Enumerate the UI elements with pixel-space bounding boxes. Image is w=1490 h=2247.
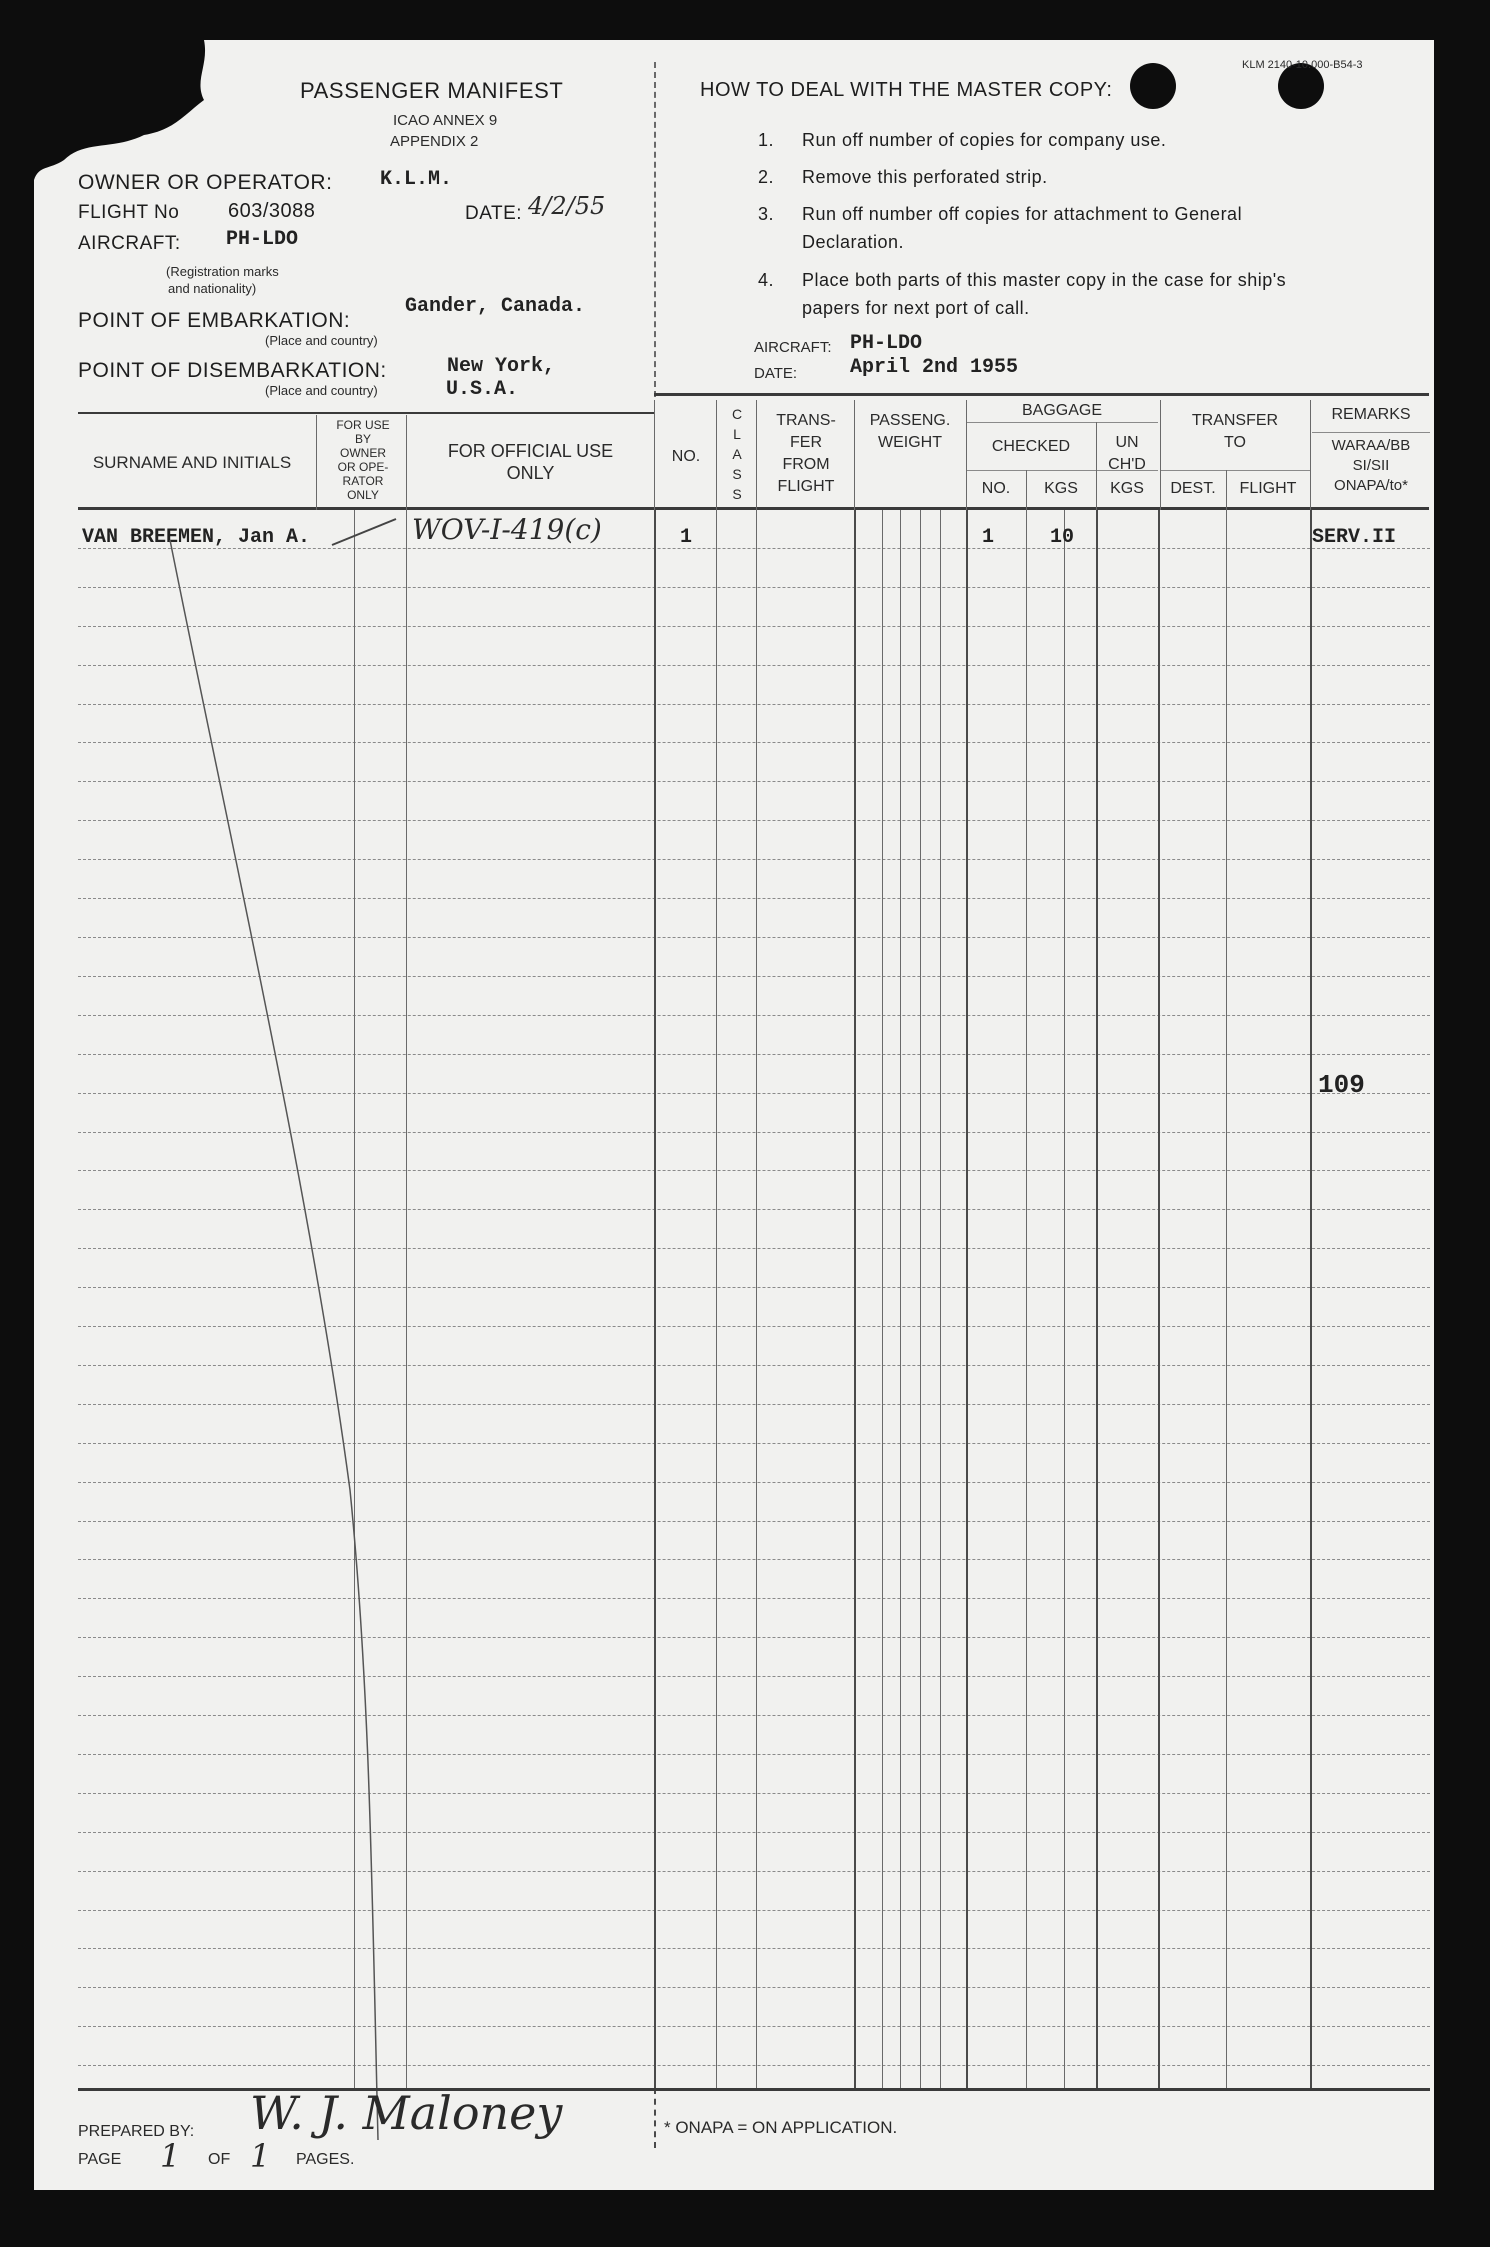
table-column-line <box>1158 510 1160 2088</box>
remarks-rule <box>1312 432 1430 433</box>
aircraft-label: AIRCRAFT: <box>78 233 181 254</box>
header-column-line <box>406 415 407 510</box>
row-bag-no: 1 <box>982 526 995 549</box>
of-value: 1 <box>250 2137 271 2175</box>
pen-stroke <box>150 540 400 2150</box>
baggage-rule <box>966 422 1158 423</box>
col-checked: CHECKED <box>991 438 1071 455</box>
of-label: OF <box>208 2151 231 2168</box>
form-code: KLM 2140-10.000-B54-3 <box>1242 59 1363 71</box>
instructions-title: HOW TO DEAL WITH THE MASTER COPY: <box>700 79 1113 101</box>
master-aircraft-value: PH-LDO <box>850 332 923 355</box>
table-column-line <box>1310 510 1312 2088</box>
page-label: PAGE <box>78 2151 122 2168</box>
torn-corner <box>34 40 234 180</box>
table-column-line <box>756 510 757 2088</box>
header-column-line <box>1226 470 1227 510</box>
form-annex: ICAO ANNEX 9 <box>393 112 498 129</box>
row-bag-kgs: 10 <box>1050 526 1075 549</box>
row-remarks: SERV.II <box>1312 526 1397 549</box>
instruction-num: 3. <box>758 204 775 224</box>
header-divider <box>654 62 656 397</box>
header-rule <box>654 393 1429 396</box>
table-column-line <box>966 510 968 2088</box>
column-header-bottom <box>654 507 1429 510</box>
header-column-line <box>316 415 317 510</box>
col-transfer-from: TRANS- FER FROM FLIGHT <box>776 412 836 495</box>
footer-divider <box>654 2088 656 2148</box>
stamp-number: 109 <box>1318 1070 1365 1100</box>
instruction-num: 2. <box>758 167 775 187</box>
date-value: 4/2/55 <box>528 192 606 220</box>
table-column-line <box>1096 510 1098 2088</box>
col-flight: FLIGHT <box>1239 480 1297 497</box>
instruction-text: Remove this perforated strip. <box>802 167 1048 187</box>
header-column-line <box>1160 400 1161 510</box>
date-label: DATE: <box>465 203 523 224</box>
disembark-value: New York, <box>447 355 556 378</box>
col-unchd: UN CH'D <box>1108 434 1146 473</box>
disembark-note: (Place and country) <box>265 383 378 398</box>
col-bag-no: NO. <box>981 480 1011 497</box>
table-column-line <box>1226 510 1227 2088</box>
col-official: FOR OFFICIAL USE ONLY <box>447 441 614 483</box>
embark-note: (Place and country) <box>265 333 378 348</box>
header-column-line <box>716 400 717 510</box>
disembark-country: U.S.A. <box>446 378 519 401</box>
embark-label: POINT OF EMBARKATION: <box>78 309 351 332</box>
footnote: * ONAPA = ON APPLICATION. <box>664 2118 898 2137</box>
owner-label: OWNER OR OPERATOR: <box>78 171 333 194</box>
row-passenger-name: VAN BREEMEN, Jan A. <box>82 526 311 549</box>
table-column-line <box>882 510 883 2088</box>
form-title: PASSENGER MANIFEST <box>300 78 564 103</box>
prepared-label: PREPARED BY: <box>78 2123 195 2140</box>
col-no: NO. <box>671 448 701 465</box>
aircraft-value: PH-LDO <box>226 228 299 251</box>
punch-hole <box>1130 63 1176 109</box>
pages-label: PAGES. <box>296 2151 355 2168</box>
registration-note: (Registration marks <box>166 264 279 279</box>
master-date-label: DATE: <box>754 365 798 382</box>
table-column-line <box>940 510 941 2088</box>
header-column-line <box>854 400 855 510</box>
instruction-num: 4. <box>758 270 775 290</box>
col-baggage: BAGGAGE <box>1021 402 1103 419</box>
row-no: 1 <box>680 526 693 549</box>
form-appendix: APPENDIX 2 <box>390 133 479 150</box>
flight-value: 603/3088 <box>228 200 316 222</box>
instruction-text: Run off number off copies for attachment to General <box>802 204 1243 224</box>
page-value: 1 <box>160 2137 181 2175</box>
instruction-text: Run off number of copies for company use. <box>802 130 1167 150</box>
col-surname: SURNAME AND INITIALS <box>92 453 292 472</box>
table-column-line <box>1064 510 1065 2088</box>
header-column-line <box>1026 470 1027 510</box>
column-header-bottom <box>78 507 654 510</box>
table-column-line <box>854 510 856 2088</box>
col-remarks: REMARKS <box>1331 406 1411 423</box>
master-date-value: April 2nd 1955 <box>850 356 1019 379</box>
signature: W. J. Maloney <box>250 2086 563 2140</box>
header-rule <box>78 412 654 414</box>
col-class: C L A S S <box>731 406 743 502</box>
col-owner-use: FOR USE BY OWNER OR OPE- RATOR ONLY <box>336 418 390 502</box>
header-column-line <box>654 400 655 510</box>
instruction-text: Declaration. <box>802 232 905 252</box>
pen-tick <box>330 515 400 547</box>
table-column-line <box>900 510 901 2088</box>
header-column-line <box>966 400 967 510</box>
transfer-rule <box>1160 470 1310 471</box>
registration-note: and nationality) <box>168 281 257 296</box>
master-aircraft-label: AIRCRAFT: <box>754 339 832 356</box>
instruction-text: Place both parts of this master copy in the case for ship's <box>802 270 1287 290</box>
header-column-line <box>756 400 757 510</box>
instruction-num: 1. <box>758 130 775 150</box>
col-weight: PASSENG. WEIGHT <box>869 412 951 451</box>
header-column-line <box>1096 422 1097 510</box>
table-column-line <box>1026 510 1027 2088</box>
owner-value: K.L.M. <box>380 168 453 191</box>
col-bag-kgs: KGS <box>1044 480 1078 497</box>
table-column-line <box>406 510 407 2088</box>
flight-label: FLIGHT No <box>78 202 180 223</box>
col-remarks-codes: WARAA/BB SI/SII ONAPA/to* <box>1331 437 1411 494</box>
col-dest: DEST. <box>1170 480 1216 497</box>
instruction-text: papers for next port of call. <box>802 298 1030 318</box>
table-column-line <box>654 510 656 2088</box>
col-unchd-kgs: KGS <box>1110 480 1144 497</box>
table-column-line <box>716 510 717 2088</box>
col-transfer-to: TRANSFER TO <box>1191 412 1279 451</box>
baggage-rule <box>966 470 1158 471</box>
disembark-label: POINT OF DISEMBARKATION: <box>78 359 387 382</box>
table-column-line <box>920 510 921 2088</box>
embark-value: Gander, Canada. <box>405 295 586 318</box>
header-column-line <box>1310 400 1311 510</box>
row-official-use: WOV-I-419(c) <box>412 513 602 546</box>
